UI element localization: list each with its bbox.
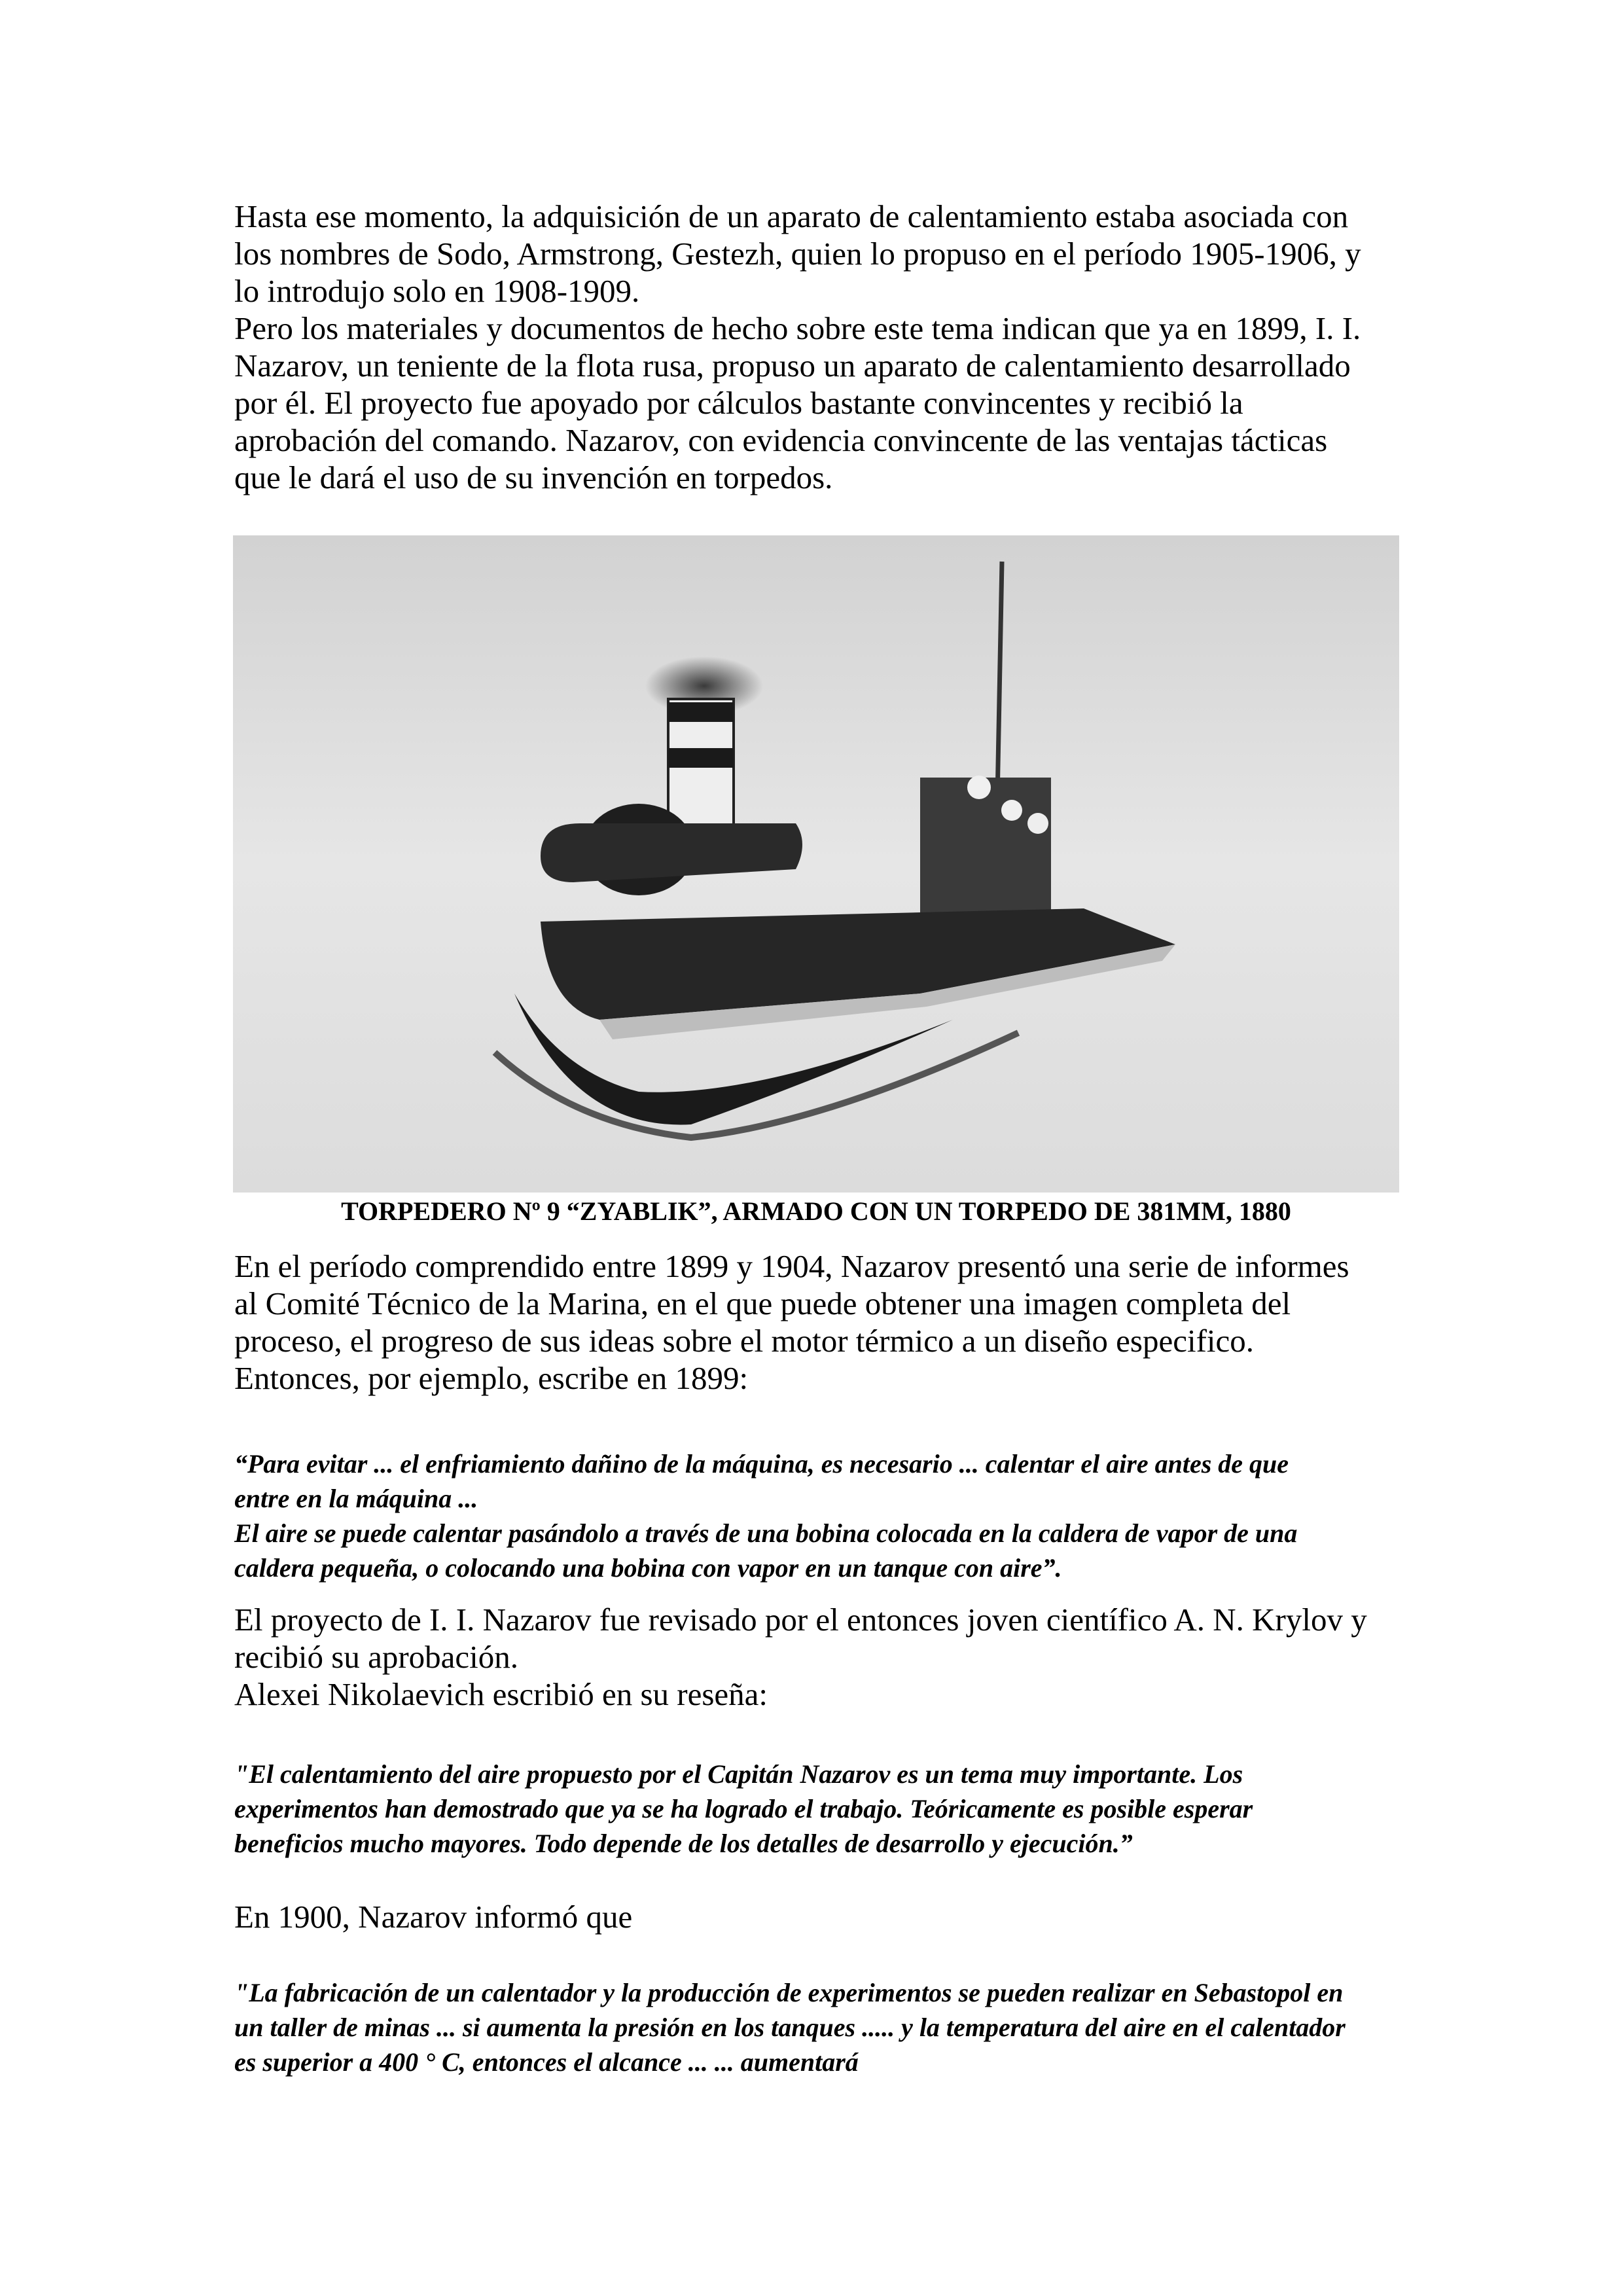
- quote-3: [234, 1975, 1406, 2079]
- quote-line: un taller de minas ... si aumenta la presión en los tanques ..... y la temperatura del aire en el calentador: [234, 2013, 1346, 2042]
- text-line: Entonces, por ejemplo, escribe en 1899:: [234, 1360, 749, 1396]
- torpedo-boat-photo: [233, 535, 1399, 1193]
- text-line: Nazarov, un teniente de la flota rusa, propuso un aparato de calentamiento desarrollado: [234, 348, 1351, 384]
- text-line: por él. El proyecto fue apoyado por cálculos bastante convincentes y recibió la: [234, 385, 1243, 421]
- quote-line: "La fabricación de un calentador y la producción de experimentos se pueden realizar en Sebastopol en: [234, 1978, 1344, 2007]
- quote-line: es superior a 400 ° C, entonces el alcance ... ... aumentará: [234, 2047, 859, 2077]
- quote-line: caldera pequeña, o colocando una bobina con vapor en un tanque con aire”.: [234, 1553, 1062, 1583]
- text-line: recibió su aprobación.: [234, 1639, 519, 1675]
- quote-line: "El calentamiento del aire propuesto por el Capitán Nazarov es un tema muy importante. Los: [234, 1759, 1243, 1789]
- paragraph-4: [234, 1898, 1406, 1935]
- paragraph-3: [234, 1601, 1406, 1713]
- quote-2: [234, 1757, 1406, 1861]
- text-line: En el período comprendido entre 1899 y 1904, Nazarov presentó una serie de informes: [234, 1248, 1349, 1284]
- text-line: que le dará el uso de su invención en torpedos.: [234, 459, 833, 495]
- figure-caption: TORPEDERO Nº 9 “ZYABLIK”, ARMADO CON UN TORPEDO DE 381MM, 1880: [341, 1196, 1291, 1226]
- text-line: El proyecto de I. I. Nazarov fue revisado por el entonces joven científico A. N. Krylov y: [234, 1602, 1367, 1638]
- quote-line: entre en la máquina ...: [234, 1484, 478, 1513]
- quote-line: experimentos han demostrado que ya se ha logrado el trabajo. Teóricamente es posible esperar: [234, 1794, 1253, 1823]
- intro-paragraph: [234, 198, 1406, 496]
- text-line: los nombres de Sodo, Armstrong, Gestezh, quien lo propuso en el período 1905-1906, y: [234, 236, 1361, 272]
- text-line: En 1900, Nazarov informó que: [234, 1899, 633, 1935]
- text-line: proceso, el progreso de sus ideas sobre el motor térmico a un diseño especifico.: [234, 1323, 1254, 1359]
- text-line: al Comité Técnico de la Marina, en el que puede obtener una imagen completa del: [234, 1285, 1291, 1321]
- text-line: Alexei Nikolaevich escribió en su reseña:: [234, 1676, 768, 1712]
- quote-1: [234, 1446, 1406, 1585]
- quote-line: “Para evitar ... el enfriamiento dañino de la máquina, es necesario ... calentar el aire antes de que: [234, 1449, 1289, 1479]
- quote-line: El aire se puede calentar pasándolo a través de una bobina colocada en la caldera de vapor de una: [234, 1518, 1298, 1548]
- quote-line: beneficios mucho mayores. Todo depende de los detalles de desarrollo y ejecución.”: [234, 1829, 1133, 1858]
- text-line: Pero los materiales y documentos de hecho sobre este tema indican que ya en 1899, I. I.: [234, 310, 1361, 346]
- text-line: lo introdujo solo en 1908-1909.: [234, 273, 640, 309]
- text-line: Hasta ese momento, la adquisición de un aparato de calentamiento estaba asociada con: [234, 198, 1349, 234]
- text-line: aprobación del comando. Nazarov, con evidencia convincente de las ventajas tácticas: [234, 422, 1328, 458]
- paragraph-2: [234, 1247, 1406, 1397]
